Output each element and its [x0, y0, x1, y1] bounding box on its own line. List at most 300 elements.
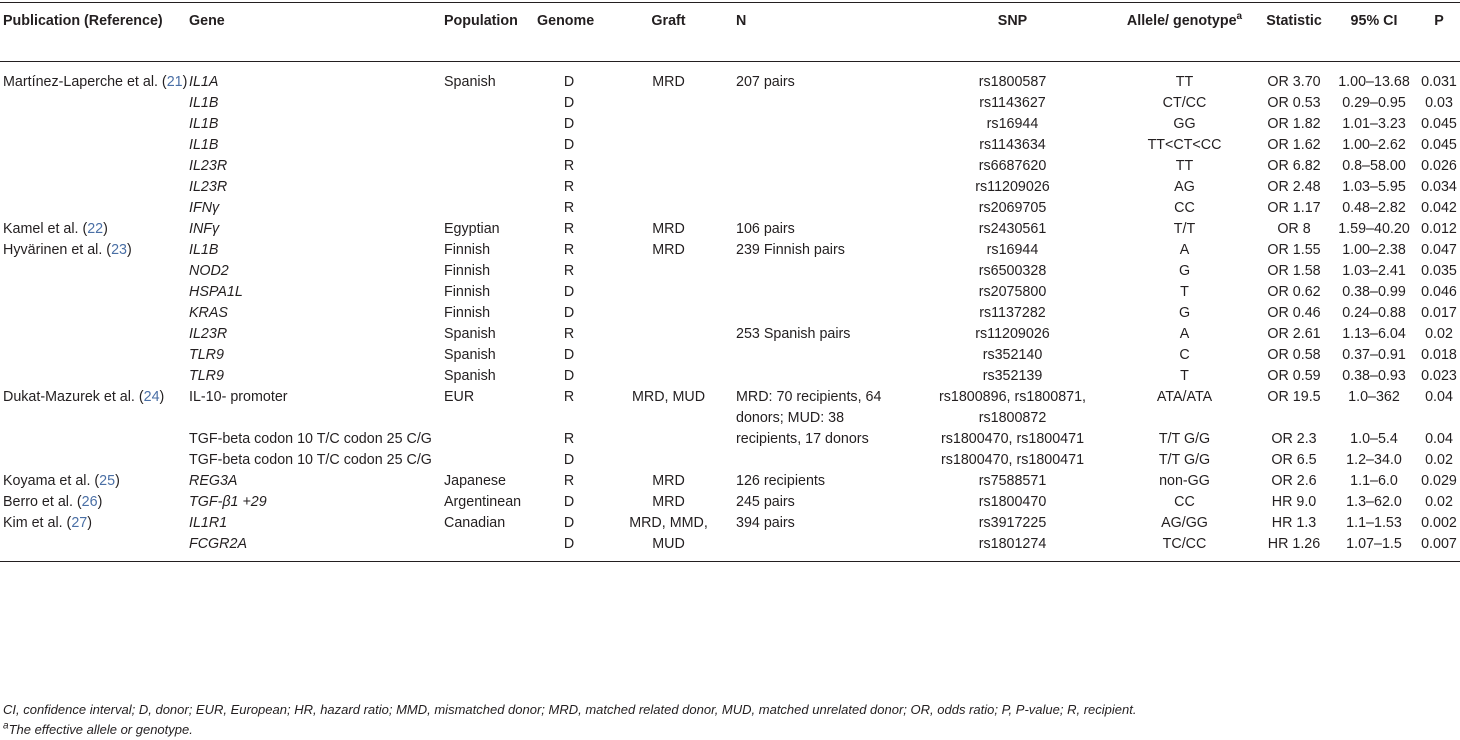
- header-snp: SNP: [914, 3, 1111, 62]
- cell-graft: [601, 303, 736, 324]
- table-row: [0, 387, 1460, 429]
- cell-allele: [1111, 492, 1258, 513]
- cell-gene-text: IL23R: [189, 326, 228, 342]
- cell-allele-text: T: [1180, 368, 1189, 384]
- table-row: [0, 135, 1460, 156]
- cell-genome-text: R: [563, 200, 575, 216]
- cell-snp: [914, 177, 1111, 198]
- cell-statistic: [1258, 324, 1330, 345]
- cell-allele-text: CC: [1174, 200, 1195, 216]
- publication-paren: ): [159, 389, 165, 405]
- cell-population: [444, 114, 537, 135]
- cell-graft: [601, 93, 736, 114]
- cell-genome-text: D: [563, 536, 575, 552]
- cell-publication: [0, 471, 189, 492]
- table-row: [0, 303, 1460, 324]
- cell-population: [444, 177, 537, 198]
- cell-population-text: EUR: [444, 389, 475, 405]
- cell-statistic: [1258, 261, 1330, 282]
- cell-statistic: [1258, 219, 1330, 240]
- publication-paren: ): [87, 515, 92, 531]
- cell-gene: [189, 177, 444, 198]
- cell-graft: [601, 492, 736, 513]
- cell-allele: [1111, 198, 1258, 219]
- cell-gene-text: IL-10- promoter: [189, 389, 288, 405]
- cell-genome-text: R: [563, 473, 575, 489]
- cell-snp-text: rs352140: [982, 347, 1043, 363]
- cell-population-text: Finnish: [444, 242, 491, 258]
- cell-allele-text: AG: [1174, 179, 1195, 195]
- cell-publication: [0, 219, 189, 240]
- table-row: [0, 114, 1460, 135]
- cell-ci: [1330, 62, 1418, 94]
- cell-genome: [537, 177, 601, 198]
- cell-statistic: [1258, 114, 1330, 135]
- cell-p: [1418, 219, 1460, 240]
- cell-allele-text: G: [1178, 305, 1191, 321]
- cell-snp-text: rs2430561: [978, 221, 1047, 237]
- cell-gene: [189, 387, 444, 429]
- footnote-abbreviations: CI, confidence interval; D, donor; EUR, European; HR, hazard ratio; MMD, mismatched donor; MRD, matched related donor, MUD, matched unrelated donor; OR, odds ratio; P, P-value; R, recipient.: [3, 702, 1137, 717]
- cell-snp: [914, 135, 1111, 156]
- cell-graft: [601, 198, 736, 219]
- cell-graft: [601, 114, 736, 135]
- cell-statistic-text: HR 1.26: [1267, 536, 1321, 552]
- cell-ci: [1330, 450, 1418, 471]
- reference-link[interactable]: 25: [99, 473, 116, 489]
- cell-ci-text: 1.13–6.04: [1342, 326, 1406, 342]
- table-row: [0, 345, 1460, 366]
- cell-ci-text: 1.1–6.0: [1350, 473, 1398, 489]
- cell-p: [1418, 240, 1460, 261]
- cell-gene: [189, 303, 444, 324]
- cell-gene: [189, 450, 444, 471]
- table-row: [0, 534, 1460, 562]
- cell-p: [1418, 471, 1460, 492]
- footnote-a-text: The effective allele or genotype.: [8, 722, 193, 737]
- cell-statistic-text: OR 6.5: [1271, 452, 1317, 468]
- cell-graft: [601, 534, 736, 562]
- table-row: [0, 62, 1460, 94]
- cell-publication: [0, 324, 189, 345]
- cell-population: [444, 261, 537, 282]
- header-n: N: [736, 3, 914, 62]
- cell-allele: [1111, 303, 1258, 324]
- cell-genome: [537, 429, 601, 450]
- cell-ci-text: 0.48–2.82: [1342, 200, 1406, 216]
- cell-p-text: 0.045: [1421, 116, 1457, 132]
- cell-snp-text: rs1800587: [978, 74, 1047, 90]
- cell-publication: [0, 387, 189, 429]
- cell-n: [736, 135, 914, 156]
- cell-population-text: Spanish: [444, 74, 496, 90]
- cell-ci-text: 1.00–13.68: [1338, 74, 1410, 90]
- cell-p: [1418, 93, 1460, 114]
- cell-p: [1418, 177, 1460, 198]
- cell-snp-text: rs11209026: [975, 326, 1050, 342]
- cell-graft-text: MRD: [652, 242, 685, 258]
- cell-gene: [189, 114, 444, 135]
- cell-publication: [0, 450, 189, 471]
- header-allele-text: Allele/ genotype: [1126, 13, 1237, 29]
- cell-graft: [601, 135, 736, 156]
- cell-publication: [0, 177, 189, 198]
- cell-n-text: 239 Finnish pairs: [736, 242, 845, 258]
- reference-link[interactable]: 27: [71, 515, 88, 531]
- cell-p: [1418, 534, 1460, 562]
- table-row: [0, 513, 1460, 534]
- cell-p-text: 0.04: [1425, 431, 1453, 447]
- cell-genome-text: D: [563, 515, 575, 531]
- cell-snp-text: rs1801274: [978, 536, 1047, 552]
- cell-snp-text: rs1143634: [979, 137, 1046, 153]
- cell-snp: [914, 492, 1111, 513]
- cell-gene-text: TLR9: [189, 347, 224, 363]
- cell-snp-text: rs1143627: [979, 95, 1046, 111]
- cell-n-text: 207 pairs: [736, 74, 795, 90]
- cell-snp: [914, 219, 1111, 240]
- cell-genome-text: R: [563, 179, 575, 195]
- cell-population: [444, 135, 537, 156]
- cell-statistic-text: OR 1.17: [1267, 200, 1321, 216]
- cell-publication: [0, 366, 189, 387]
- cell-population: [444, 492, 537, 513]
- cell-snp-text: rs11209026: [975, 179, 1050, 195]
- cell-p: [1418, 282, 1460, 303]
- cell-genome-text: D: [563, 494, 575, 510]
- cell-allele: [1111, 156, 1258, 177]
- cell-allele: [1111, 240, 1258, 261]
- cell-n: [736, 366, 914, 387]
- cell-n: [736, 303, 914, 324]
- cell-allele-text: T/T G/G: [1158, 431, 1211, 447]
- cell-genome: [537, 303, 601, 324]
- cell-snp-text: rs1800470, rs1800471: [940, 431, 1085, 447]
- cell-allele-text: G: [1178, 263, 1191, 279]
- table-row: [0, 282, 1460, 303]
- cell-genome-text: R: [563, 221, 575, 237]
- cell-genome-text: D: [563, 284, 575, 300]
- cell-population-text: Spanish: [444, 347, 496, 363]
- cell-gene-text: FCGR2A: [189, 536, 247, 552]
- cell-snp: [914, 240, 1111, 261]
- cell-genome: [537, 387, 601, 429]
- cell-ci-text: 1.07–1.5: [1346, 536, 1402, 552]
- cell-statistic: [1258, 62, 1330, 94]
- cell-snp: [914, 366, 1111, 387]
- cell-p-text: 0.02: [1425, 494, 1453, 510]
- publication-authors: Koyama et al. (: [3, 473, 100, 489]
- cell-gene: [189, 513, 444, 534]
- cell-genome: [537, 240, 601, 261]
- cell-p: [1418, 135, 1460, 156]
- cell-ci-text: 0.24–0.88: [1342, 305, 1406, 321]
- cell-p: [1418, 198, 1460, 219]
- cell-statistic-text: HR 9.0: [1271, 494, 1317, 510]
- cell-snp: [914, 534, 1111, 562]
- cell-n: [736, 177, 914, 198]
- cell-statistic-text: OR 0.62: [1267, 284, 1321, 300]
- reference-link[interactable]: 22: [87, 221, 104, 237]
- cell-snp-text: rs2069705: [978, 200, 1047, 216]
- cell-publication: [0, 261, 189, 282]
- cell-population: [444, 282, 537, 303]
- cell-statistic: [1258, 303, 1330, 324]
- cell-snp-text: rs3917225: [978, 515, 1047, 531]
- cell-genome-text: R: [563, 242, 575, 258]
- cell-gene-text: IL1B: [189, 95, 219, 111]
- cell-n: [736, 324, 914, 345]
- cell-p-text: 0.046: [1421, 284, 1457, 300]
- cell-gene: [189, 534, 444, 562]
- cell-p-text: 0.035: [1421, 263, 1457, 279]
- header-graft: Graft: [601, 3, 736, 62]
- cell-publication: [0, 135, 189, 156]
- cell-graft-text: MRD: [652, 221, 685, 237]
- cell-snp: [914, 324, 1111, 345]
- cell-allele-text: T/T G/G: [1158, 452, 1211, 468]
- publication-authors: Berro et al. (: [3, 494, 82, 510]
- cell-publication: [0, 282, 189, 303]
- cell-graft-text: MRD: [652, 473, 685, 489]
- cell-gene: [189, 429, 444, 450]
- cell-allele: [1111, 177, 1258, 198]
- cell-genome-text: D: [563, 74, 575, 90]
- cell-publication: [0, 345, 189, 366]
- cell-graft-text: MUD: [652, 536, 685, 552]
- cell-allele: [1111, 219, 1258, 240]
- cell-graft: [601, 62, 736, 94]
- cell-ci: [1330, 156, 1418, 177]
- cell-p: [1418, 114, 1460, 135]
- header-row: [0, 3, 1460, 62]
- cell-p-text: 0.02: [1425, 326, 1453, 342]
- cell-publication: [0, 198, 189, 219]
- cell-ci: [1330, 282, 1418, 303]
- reference-link[interactable]: 24: [143, 389, 160, 405]
- table-row: [0, 261, 1460, 282]
- cell-ci: [1330, 345, 1418, 366]
- cell-genome-text: D: [563, 116, 575, 132]
- publication-paren: ): [103, 221, 108, 237]
- table-row: [0, 471, 1460, 492]
- table-row: [0, 492, 1460, 513]
- cell-allele-text: A: [1179, 242, 1190, 258]
- header-genome: Genome: [537, 3, 601, 62]
- cell-ci: [1330, 534, 1418, 562]
- cell-snp-text: rs7588571: [978, 473, 1047, 489]
- cell-snp-text: rs2075800: [978, 284, 1047, 300]
- cell-snp-text: rs6687620: [978, 158, 1047, 174]
- cell-publication: [0, 492, 189, 513]
- cell-ci: [1330, 114, 1418, 135]
- cell-n: [736, 198, 914, 219]
- cell-snp-text: rs6500328: [978, 263, 1047, 279]
- cell-population: [444, 471, 537, 492]
- cell-population-text: Spanish: [444, 368, 496, 384]
- cell-allele: [1111, 513, 1258, 534]
- cell-allele: [1111, 282, 1258, 303]
- cell-p-text: 0.018: [1421, 347, 1457, 363]
- cell-p-text: 0.002: [1421, 515, 1457, 531]
- cell-n-text: recipients, 17 donors: [736, 431, 869, 447]
- cell-n: [736, 261, 914, 282]
- table-row: [0, 198, 1460, 219]
- cell-gene: [189, 261, 444, 282]
- cell-n: [736, 345, 914, 366]
- cell-gene: [189, 62, 444, 94]
- cell-allele-text: C: [1179, 347, 1190, 363]
- cell-p: [1418, 387, 1460, 429]
- cell-population-text: Egyptian: [444, 221, 500, 237]
- cell-gene: [189, 471, 444, 492]
- cell-statistic: [1258, 177, 1330, 198]
- cell-gene: [189, 492, 444, 513]
- footnote-a: [3, 720, 193, 740]
- cell-allele-text: ATA/ATA: [1156, 389, 1213, 405]
- cell-publication: [0, 62, 189, 94]
- table-row: [0, 219, 1460, 240]
- cell-gene: [189, 219, 444, 240]
- cell-genome-text: D: [563, 95, 575, 111]
- cell-ci: [1330, 513, 1418, 534]
- reference-link[interactable]: 21: [166, 74, 183, 90]
- cell-gene: [189, 345, 444, 366]
- cell-genome: [537, 62, 601, 94]
- cell-statistic: [1258, 429, 1330, 450]
- cell-n-text: 253 Spanish pairs: [736, 326, 851, 342]
- cell-graft: [601, 324, 736, 345]
- cell-ci-text: 0.38–0.93: [1342, 368, 1406, 384]
- cell-p-text: 0.03: [1425, 95, 1453, 111]
- cell-graft: [601, 450, 736, 471]
- cell-n: [736, 534, 914, 562]
- cell-allele: [1111, 387, 1258, 429]
- cell-n: [736, 429, 914, 450]
- cell-snp: [914, 345, 1111, 366]
- cell-p-text: 0.023: [1421, 368, 1457, 384]
- cell-ci-text: 0.8–58.00: [1342, 158, 1406, 174]
- cell-ci: [1330, 135, 1418, 156]
- cell-statistic: [1258, 492, 1330, 513]
- cell-p-text: 0.007: [1421, 536, 1457, 552]
- cell-p: [1418, 156, 1460, 177]
- cell-ci-text: 0.38–0.99: [1342, 284, 1406, 300]
- cell-allele: [1111, 324, 1258, 345]
- cell-allele-text: TT: [1175, 158, 1194, 174]
- cell-population: [444, 387, 537, 429]
- cell-ci: [1330, 93, 1418, 114]
- reference-link[interactable]: 26: [81, 494, 98, 510]
- cell-gene-text: TGF-beta codon 10 T/C codon 25 C/G: [189, 431, 432, 447]
- cell-n: [736, 156, 914, 177]
- cell-statistic-text: HR 1.3: [1271, 515, 1317, 531]
- cell-n: [736, 450, 914, 471]
- cell-publication: [0, 513, 189, 534]
- cell-p: [1418, 303, 1460, 324]
- cell-n: [736, 62, 914, 94]
- cell-allele-text: A: [1179, 326, 1190, 342]
- cell-allele-text: CC: [1174, 494, 1195, 510]
- cell-statistic: [1258, 366, 1330, 387]
- reference-link[interactable]: 23: [111, 242, 127, 258]
- cell-statistic-text: OR 3.70: [1267, 74, 1321, 90]
- cell-statistic-text: OR 2.48: [1267, 179, 1321, 195]
- cell-graft-text: MRD, MUD: [631, 389, 706, 405]
- cell-gene: [189, 324, 444, 345]
- cell-gene: [189, 366, 444, 387]
- header-population: Population: [444, 3, 537, 62]
- cell-allele: [1111, 93, 1258, 114]
- cell-genome-text: R: [563, 158, 575, 174]
- cell-ci: [1330, 219, 1418, 240]
- cell-genome-text: D: [563, 452, 575, 468]
- cell-allele-text: TC/CC: [1162, 536, 1207, 552]
- cell-snp: [914, 156, 1111, 177]
- cell-gene: [189, 198, 444, 219]
- cell-n: [736, 219, 914, 240]
- cell-genome: [537, 450, 601, 471]
- cell-ci: [1330, 471, 1418, 492]
- cell-ci-text: 1.01–3.23: [1342, 116, 1406, 132]
- cell-statistic-text: OR 1.58: [1267, 263, 1321, 279]
- cell-snp-text: rs16944: [986, 116, 1039, 132]
- cell-statistic: [1258, 513, 1330, 534]
- cell-genome: [537, 492, 601, 513]
- cell-gene-text: NOD2: [189, 263, 229, 279]
- cell-allele-text: TT<CT<CC: [1147, 137, 1222, 153]
- cell-population: [444, 366, 537, 387]
- cell-n: [736, 282, 914, 303]
- cell-ci: [1330, 429, 1418, 450]
- cell-snp: [914, 114, 1111, 135]
- cell-graft: [601, 261, 736, 282]
- cell-gene: [189, 156, 444, 177]
- cell-n-text: 245 pairs: [736, 494, 795, 510]
- cell-ci: [1330, 324, 1418, 345]
- cell-genome-text: R: [563, 263, 575, 279]
- cell-gene-text: TGF-beta codon 10 T/C codon 25 C/G: [189, 452, 432, 468]
- cell-statistic: [1258, 471, 1330, 492]
- cell-genome-text: R: [563, 389, 575, 405]
- cell-population: [444, 429, 537, 450]
- cell-statistic: [1258, 387, 1330, 429]
- table-row: [0, 240, 1460, 261]
- cell-gene-text: HSPA1L: [189, 284, 243, 300]
- cell-p: [1418, 492, 1460, 513]
- cell-genome: [537, 471, 601, 492]
- cell-allele-text: T/T: [1173, 221, 1196, 237]
- cell-ci: [1330, 177, 1418, 198]
- cell-ci-text: 1.2–34.0: [1346, 452, 1402, 468]
- table-row: [0, 156, 1460, 177]
- publication-authors: Martínez-Laperche et al. (: [3, 74, 167, 90]
- cell-snp-text: rs352139: [982, 368, 1043, 384]
- cell-snp-text: rs16944: [986, 242, 1039, 258]
- table-row: [0, 324, 1460, 345]
- cell-snp-text: rs1800470, rs1800471: [940, 452, 1085, 468]
- cell-genome: [537, 534, 601, 562]
- cell-publication: [0, 534, 189, 562]
- cell-population-text: Finnish: [444, 263, 491, 279]
- cell-snp: [914, 429, 1111, 450]
- cell-allele: [1111, 135, 1258, 156]
- cell-allele-text: non-GG: [1159, 473, 1210, 489]
- cell-ci-text: 1.0–362: [1348, 389, 1400, 405]
- cell-population-text: Canadian: [444, 515, 506, 531]
- cell-population: [444, 198, 537, 219]
- cell-gene-text: IL1B: [189, 242, 219, 258]
